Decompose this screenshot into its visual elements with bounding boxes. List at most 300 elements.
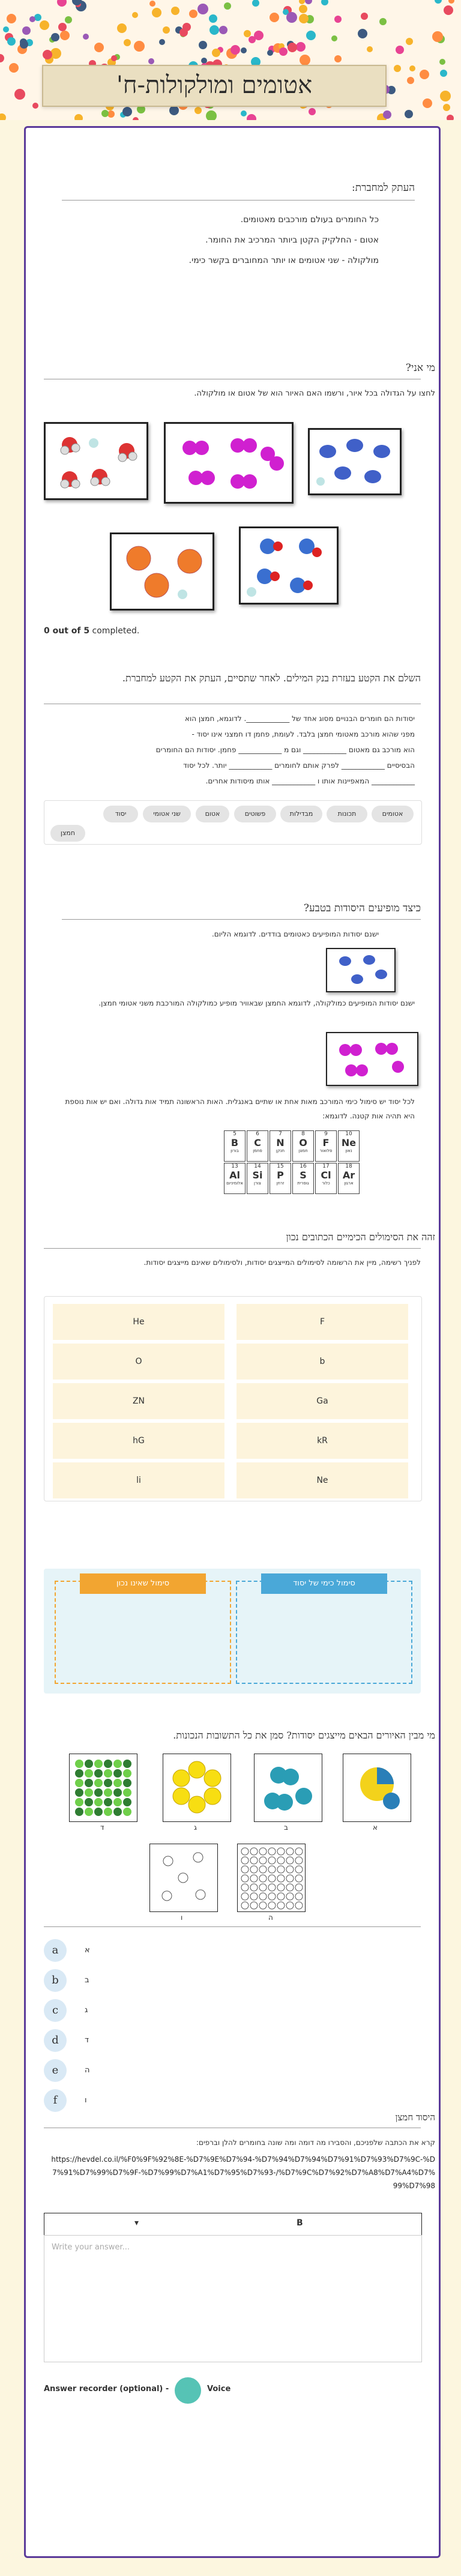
symbols-line-2: ישנם יסודות המופיעים כמולקולה, לדוגמא החמצן שבאוויר מופיע כמולקולה המורכבת משני אטומי חמצן.: [98, 999, 415, 1007]
word-chip[interactable]: חמצן: [50, 825, 85, 842]
lattice-atom: [85, 1769, 93, 1778]
element-name: פלואור: [319, 1148, 333, 1153]
confetti-dot: [189, 10, 197, 18]
packed-atom: [277, 1902, 285, 1909]
image-helium-atoms: [326, 948, 396, 992]
water-molecules-illustration: [46, 424, 146, 498]
word-bank: [44, 800, 422, 845]
confetti-dot: [361, 13, 368, 20]
option-badge: f: [44, 2089, 67, 2112]
lattice-atom: [75, 1808, 83, 1816]
word-chip[interactable]: תכונות: [327, 806, 367, 822]
lattice-atom: [123, 1760, 131, 1768]
word-chip[interactable]: אטומים: [372, 806, 414, 822]
recorder-label: Answer recorder (optional) -: [44, 2384, 169, 2394]
packed-atom: [286, 1866, 294, 1873]
confetti-dot: [152, 8, 161, 17]
confetti-dot: [367, 46, 373, 52]
option-badge: a: [44, 1939, 67, 1962]
drop-zone-label: סימול כימי של יסוד: [261, 1573, 387, 1594]
image-label-f: ו: [181, 1913, 183, 1922]
confetti-dot: [9, 63, 19, 73]
lattice-atom: [75, 1779, 83, 1787]
word-chip[interactable]: מבדילות: [280, 806, 322, 822]
confetti-dot: [321, 0, 328, 5]
lattice-atom: [94, 1788, 103, 1797]
confetti-dot: [254, 31, 264, 40]
confetti-dot: [169, 106, 179, 115]
lattice-atom: [85, 1798, 93, 1806]
page-header: [0, 0, 461, 120]
lattice-atom: [94, 1760, 103, 1768]
confetti-dot: [358, 29, 367, 38]
fill-line-3: הוא מורכב גם מאטום ____________ וגם מ ____________ פחמן. יסודות הם החומרים: [155, 746, 415, 754]
confetti-dot: [444, 5, 453, 15]
confetti-dot: [132, 12, 138, 18]
lattice-atom: [94, 1779, 103, 1787]
confetti-dot: [309, 108, 316, 115]
symbol-item[interactable]: ZN: [53, 1383, 224, 1419]
confetti-dot: [7, 37, 16, 46]
confetti-dot: [447, 115, 454, 120]
element-cell: [270, 1130, 291, 1162]
helium-atoms-illustration: [327, 949, 394, 991]
option-badge: c: [44, 1999, 67, 2022]
answer-option[interactable]: [44, 1967, 164, 1994]
image-option-a: [343, 1754, 411, 1822]
packed-atom: [250, 1875, 258, 1882]
packed-atom: [250, 1857, 258, 1864]
lattice-atom: [104, 1788, 112, 1797]
element-number: 9: [324, 1131, 328, 1137]
symbol-item[interactable]: Ne: [237, 1462, 408, 1498]
element-number: 15: [277, 1163, 284, 1169]
confetti-dot: [94, 43, 104, 52]
page-title: אטומים ומולקולות-ח': [116, 71, 313, 99]
oxygen-molecules-illustration: [327, 1033, 417, 1085]
lattice-atom: [104, 1760, 112, 1768]
confetti-dot: [331, 35, 337, 41]
confetti-dot: [420, 70, 429, 79]
confetti-dot: [448, 0, 454, 4]
packed-atom: [295, 1866, 303, 1873]
sort-area: [44, 1569, 421, 1694]
element-number: 5: [233, 1131, 237, 1137]
confetti-dot: [409, 65, 415, 71]
confetti-dot: [111, 55, 117, 61]
fill-line-4: הבסיסיים ____________ לפרק אותם לחומרים ____________ יותר. לכל יסוד: [183, 761, 415, 770]
confetti-dot: [300, 55, 310, 65]
intro-line-1: כל החומרים בעולם מורכבים מאטומים.: [240, 215, 379, 225]
lattice-atom: [85, 1779, 93, 1787]
element-name: בורון: [230, 1148, 239, 1153]
image-option-f: [149, 1844, 218, 1912]
confetti-dot: [407, 77, 414, 84]
lattice-atom: [94, 1769, 103, 1778]
confetti-dot: [199, 41, 207, 49]
element-number: 8: [301, 1131, 305, 1137]
yellow-blue-atoms-illustration: [343, 1754, 411, 1821]
worksheet-card: [24, 126, 441, 2558]
image-water-molecules[interactable]: [44, 422, 148, 500]
symbols-line-3: לכל יסוד יש סימול כימי המורכב מאות אחת או שתיים באנגלית. האות הראשונה תמיד אות גדולה. ואם יש אות נוספת היא תהיה אות קטנה. לדוגמא:: [65, 1097, 415, 1120]
packed-atom: [259, 1866, 267, 1873]
confetti-dot: [405, 110, 413, 118]
symbol-item[interactable]: b: [237, 1344, 408, 1380]
confetti-dot: [194, 107, 202, 114]
element-cell: [224, 1163, 246, 1194]
divider: [62, 200, 415, 201]
lattice-atom: [123, 1798, 131, 1806]
fill-heading: השלם את הקטע בעזרת בנק המילים. לאחר שתסיים, העתק את הקטע למחברת.: [122, 672, 421, 684]
confetti-dot: [432, 31, 443, 42]
element-symbol: Al: [229, 1169, 240, 1181]
drop-zone-incorrect[interactable]: [55, 1581, 231, 1684]
confetti-dot: [117, 23, 127, 33]
lattice-atom: [94, 1808, 103, 1816]
format-dropdown-caret[interactable]: ▾: [134, 2218, 139, 2228]
element-name: ארגון: [344, 1181, 354, 1186]
symbols-heading: כיצד מופיעים היסודות בטבע?: [303, 902, 421, 914]
symbol-item[interactable]: hG: [53, 1423, 224, 1459]
symbol-item[interactable]: kR: [237, 1423, 408, 1459]
confetti-dot: [296, 42, 306, 52]
packed-atoms-illustration: [238, 1844, 305, 1911]
confetti-dot: [435, 0, 442, 4]
word-chip[interactable]: יסוד: [103, 806, 138, 822]
packed-atom: [277, 1884, 285, 1891]
packed-atom: [277, 1875, 285, 1882]
element-name: כלור: [322, 1181, 330, 1186]
element-cell: [315, 1163, 337, 1194]
summary-heading: היסוד חמצן: [395, 2112, 435, 2123]
packed-atom: [286, 1884, 294, 1891]
packed-atom: [259, 1875, 267, 1882]
confetti-dot: [406, 38, 413, 45]
element-symbol: O: [299, 1137, 307, 1148]
lattice-atom: [123, 1779, 131, 1787]
element-cell: [338, 1163, 360, 1194]
packed-atom: [295, 1848, 303, 1855]
confetti-dot: [197, 4, 208, 14]
confetti-dot: [58, 23, 67, 31]
lattice-atom: [104, 1769, 112, 1778]
yellow-ring-illustration: [163, 1754, 230, 1821]
confetti-dot: [305, 0, 312, 4]
confetti-dot: [60, 31, 70, 40]
option-badge: e: [44, 2059, 67, 2082]
packed-atom: [295, 1875, 303, 1882]
lattice-atom: [75, 1788, 83, 1797]
element-cell: [292, 1163, 314, 1194]
packed-atom: [277, 1857, 285, 1864]
image-label-a: א: [373, 1823, 378, 1832]
packed-atom: [268, 1884, 276, 1891]
intro-line-2: אטום - החלקיק הקטן ביותר המרכיב את החומר.: [205, 235, 379, 245]
packed-atom: [259, 1902, 267, 1909]
answer-option[interactable]: [44, 2087, 164, 2114]
symbol-item[interactable]: Ga: [237, 1383, 408, 1419]
bold-button[interactable]: B: [297, 2218, 303, 2228]
element-number: 18: [345, 1163, 352, 1169]
element-cell: [247, 1163, 268, 1194]
confetti-dot: [40, 20, 49, 30]
symbol-item[interactable]: F: [237, 1304, 408, 1340]
confetti-dot: [65, 16, 72, 23]
image-label-d: ד: [100, 1823, 104, 1832]
fill-line-5: ____________ המאפיינות אותו ו ____________ אותו מיסודות אחרים.: [205, 777, 415, 785]
answer-option[interactable]: [44, 1997, 164, 2024]
symbol-item[interactable]: O: [53, 1344, 224, 1380]
answer-option[interactable]: [44, 1937, 164, 1964]
element-symbol: F: [322, 1137, 330, 1148]
periodic-table-excerpt: [224, 1130, 361, 1195]
record-button-icon[interactable]: [175, 2377, 201, 2404]
confetti-dot: [57, 0, 67, 7]
confetti-dot: [394, 65, 401, 72]
option-label: ו: [85, 2096, 87, 2105]
element-name: גופרית: [297, 1181, 309, 1186]
lattice-atom: [75, 1769, 83, 1778]
confetti-dot: [299, 14, 309, 23]
confetti-dot: [101, 110, 109, 117]
image-oxygen-molecules: [326, 1032, 418, 1086]
confetti-dot: [286, 12, 297, 23]
lattice-atom: [123, 1769, 131, 1778]
packed-atom: [241, 1884, 249, 1891]
confetti-dot: [299, 0, 305, 4]
confetti-dot: [163, 26, 170, 34]
confetti-dot: [22, 26, 31, 35]
element-number: 13: [231, 1163, 238, 1169]
confetti-dot: [14, 89, 25, 100]
confetti-dot: [0, 54, 4, 62]
packed-atom: [286, 1902, 294, 1909]
image-blue-atoms[interactable]: [308, 428, 402, 495]
confetti-dot: [7, 14, 16, 23]
element-cell: [292, 1130, 314, 1162]
image-label-b: ב: [284, 1823, 288, 1832]
confetti-dot: [230, 45, 240, 55]
lattice-atom: [75, 1760, 83, 1768]
packed-atom: [241, 1893, 249, 1900]
packed-atom: [268, 1857, 276, 1864]
confetti-dot: [179, 28, 188, 37]
symbols-line-1: ישנם יסודות המופיעים כאטומים בודדים. לדוגמא הליום.: [211, 930, 379, 938]
confetti-dot: [396, 46, 404, 54]
confetti-dot: [299, 5, 307, 13]
image-label-c: ג: [194, 1823, 197, 1832]
element-symbol: S: [300, 1169, 307, 1181]
confetti-dot: [440, 91, 451, 101]
option-label: ד: [85, 2036, 89, 2045]
image-co2-molecules[interactable]: [239, 526, 339, 605]
element-cell: [315, 1130, 337, 1162]
packed-atom: [295, 1884, 303, 1891]
divider: [44, 1248, 421, 1249]
element-name: נאון: [345, 1148, 352, 1153]
element-cell: [247, 1130, 268, 1162]
packed-atom: [250, 1893, 258, 1900]
article-link[interactable]: https://hevdel.co.il/%F0%9F%92%8E-%D7%9E%D7%94-%D7%94%D7%94%D7%91%D7%93%D7%9C-%D7%91%D7%99%D7%9F-%D7%99%D7%A1%D7%95%D7%93-/%D7%9C%D7%92%D7%A8%D7%A4%D7%99%D7%98: [51, 2155, 435, 2190]
image-option-e: [237, 1844, 306, 1912]
packed-atom: [295, 1857, 303, 1864]
lattice-atom: [85, 1808, 93, 1816]
lattice-atom: [123, 1788, 131, 1797]
mcq-heading: מי מבין האיורים הבאים מייצגים יסודות? סמן את כל התשובות הנכונות.: [173, 1730, 435, 1741]
packed-atom: [268, 1866, 276, 1873]
voice-label: Voice: [207, 2384, 231, 2394]
drop-zone-label: סימול שאינו נכון: [80, 1573, 206, 1594]
element-symbol: Ne: [341, 1137, 357, 1148]
confetti-dot: [171, 7, 179, 15]
lattice-atom: [85, 1760, 93, 1768]
element-cell: [338, 1130, 360, 1162]
confetti-dot: [43, 50, 52, 59]
orange-atoms-illustration: [112, 534, 212, 609]
lattice-atom: [85, 1788, 93, 1797]
packed-atom: [241, 1866, 249, 1873]
lattice-atom: [104, 1779, 112, 1787]
answer-placeholder: Write your answer...: [52, 2243, 130, 2252]
confetti-dot: [383, 110, 391, 119]
confetti-dot: [279, 47, 288, 56]
sparse-atoms-illustration: [150, 1844, 217, 1911]
confetti-dot: [209, 14, 217, 23]
packed-atom: [277, 1848, 285, 1855]
packed-atom: [268, 1848, 276, 1855]
co2-molecules-illustration: [241, 528, 337, 603]
packed-atom: [268, 1893, 276, 1900]
confetti-dot: [306, 31, 316, 40]
element-number: 14: [254, 1163, 261, 1169]
score-suffix: completed.: [92, 626, 140, 636]
confetti-dot: [440, 70, 447, 77]
element-symbol: P: [277, 1169, 284, 1181]
symbol-item[interactable]: li: [53, 1462, 224, 1498]
intro-heading: העתק למחברת:: [352, 182, 415, 194]
symbol-item[interactable]: He: [53, 1304, 224, 1340]
confetti-dot: [270, 13, 279, 22]
packed-atom: [241, 1857, 249, 1864]
answer-options: [44, 1937, 164, 2129]
whoami-instruction: לחצו על הגדולה בכל איור, ורשמו האם האיור הוא של אטום או מולקולה.: [194, 389, 435, 398]
packed-atom: [259, 1884, 267, 1891]
image-magenta-molecules[interactable]: [164, 422, 294, 504]
title-banner: [42, 65, 387, 107]
image-option-c: [163, 1754, 231, 1822]
symbol-list: [44, 1296, 422, 1501]
identify-heading: זהה את הסימולים הכימיים הכתובים נכון: [286, 1231, 435, 1243]
packed-atom: [259, 1857, 267, 1864]
lattice-atom: [113, 1788, 122, 1797]
lattice-atom: [94, 1798, 103, 1806]
lattice-atom: [113, 1769, 122, 1778]
answer-textarea[interactable]: [44, 2235, 422, 2362]
packed-atom: [286, 1893, 294, 1900]
confetti-dot: [133, 117, 139, 120]
element-symbol: B: [230, 1137, 239, 1148]
confetti-dot: [224, 2, 231, 10]
divider: [62, 919, 421, 920]
confetti-dot: [148, 58, 154, 64]
answer-option[interactable]: [44, 2027, 164, 2054]
packed-atom: [259, 1848, 267, 1855]
score-value: 0 out of 5: [44, 626, 90, 636]
image-option-b: [254, 1754, 322, 1822]
confetti-dot: [32, 103, 38, 109]
word-chip[interactable]: שני אטומי: [143, 806, 191, 822]
option-label: ה: [85, 2066, 90, 2075]
confetti-dot: [134, 41, 145, 52]
element-number: 6: [256, 1131, 259, 1137]
confetti-dot: [0, 113, 6, 120]
confetti-dot: [241, 47, 247, 53]
lattice-atom: [113, 1779, 122, 1787]
packed-atom: [295, 1902, 303, 1909]
image-orange-atoms[interactable]: [110, 532, 214, 611]
element-cell: [224, 1130, 246, 1162]
element-name: חמצן: [298, 1148, 308, 1153]
confetti-dot: [209, 25, 219, 35]
confetti-dot: [122, 107, 132, 116]
confetti-dot: [334, 16, 342, 23]
element-number: 10: [345, 1131, 352, 1137]
confetti-dot: [423, 98, 432, 108]
word-chip[interactable]: פשוטים: [234, 806, 276, 822]
confetti-dot: [29, 16, 35, 22]
confetti-dot: [83, 34, 89, 40]
fill-line-1: יסודות הם חומרים הבנויים מסוג אחד של ____________. לדוגמא, חמצן הוא: [184, 714, 415, 723]
confetti-dot: [201, 58, 207, 64]
packed-atom: [268, 1902, 276, 1909]
drop-zone-elements[interactable]: [236, 1581, 412, 1684]
editor-toolbar: [44, 2213, 422, 2236]
whoami-heading: מי אני?: [405, 362, 435, 374]
confetti-dot: [439, 59, 445, 65]
answer-recorder: [44, 2376, 284, 2405]
packed-atom: [286, 1857, 294, 1864]
confetti-dot: [212, 49, 220, 57]
element-cell: [270, 1163, 291, 1194]
confetti-dot: [443, 104, 450, 111]
element-name: זרחן: [276, 1181, 285, 1186]
teal-molecules-illustration: [255, 1754, 322, 1821]
lattice-atom: [104, 1808, 112, 1816]
element-name: פחמן: [253, 1148, 262, 1153]
confetti-dot: [206, 110, 217, 120]
score-text: [44, 626, 139, 636]
confetti-dot: [267, 50, 273, 56]
confetti-dot: [379, 18, 387, 25]
confetti-dot: [124, 39, 131, 46]
option-badge: b: [44, 1969, 67, 1992]
element-symbol: Ar: [342, 1169, 355, 1181]
element-name: חנקן: [276, 1148, 285, 1153]
option-badge: d: [44, 2029, 67, 2052]
element-symbol: N: [276, 1137, 285, 1148]
packed-atom: [250, 1902, 258, 1909]
confetti-dot: [247, 114, 256, 120]
green-lattice-illustration: [70, 1754, 137, 1821]
element-name: אלומיניום: [226, 1181, 243, 1186]
answer-option[interactable]: [44, 2057, 164, 2084]
word-chip[interactable]: אטום: [196, 806, 229, 822]
image-option-d: [69, 1754, 137, 1822]
lattice-atom: [75, 1798, 83, 1806]
lattice-atom: [104, 1798, 112, 1806]
packed-atom: [259, 1893, 267, 1900]
